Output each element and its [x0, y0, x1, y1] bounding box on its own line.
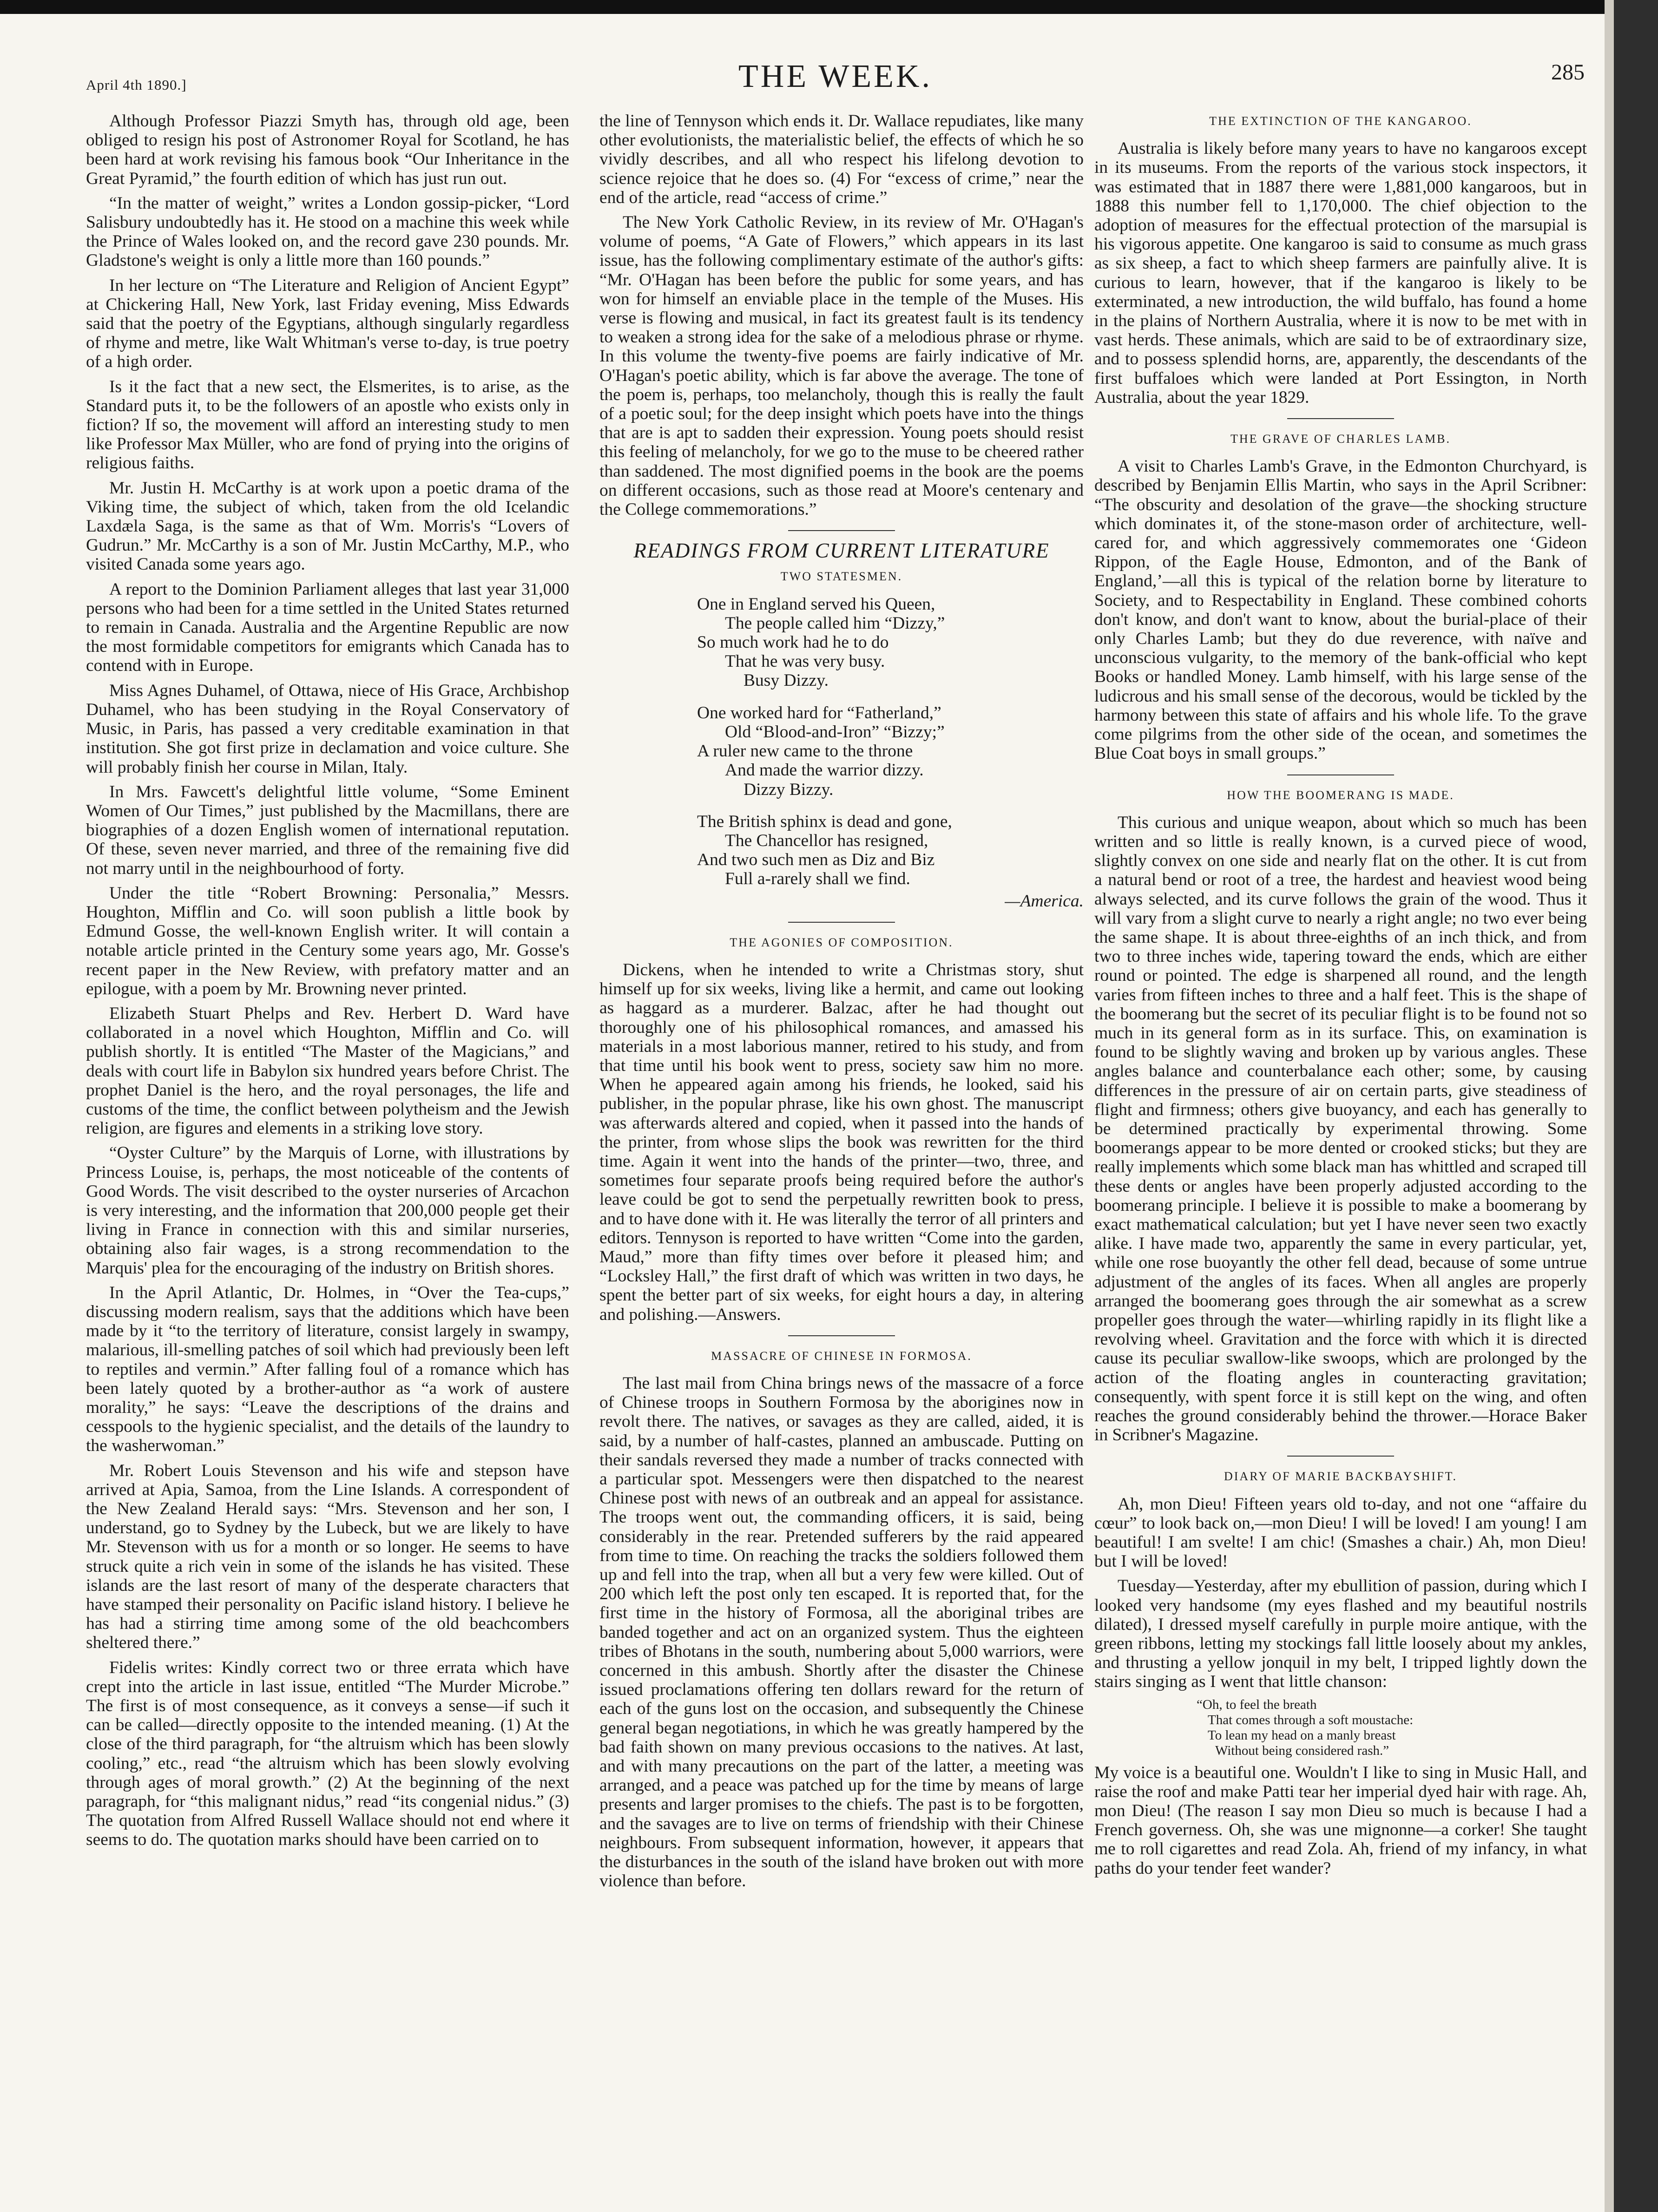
- paragraph: A report to the Dominion Parliament alleges that last year 31,000 persons who had been for a time settled in the United States returned to remain in Canada. Australia and the Argentine Republic are now the most formidable competitors for emigrants which Canada has to contend with in Europe.: [86, 579, 569, 676]
- article-title-lamb: THE GRAVE OF CHARLES LAMB.: [1230, 432, 1451, 446]
- article-title-boomerang: HOW THE BOOMERANG IS MADE.: [1227, 788, 1454, 802]
- paragraph: Although Professor Piazzi Smyth has, through old age, been obliged to resign his post of Astronomer Royal for Scotland, he has been hard at work revising his famous book “Our Inheritance in the Great Pyramid,” the fourth edition of which has just run out.: [86, 112, 569, 188]
- column-left: [86, 112, 569, 1855]
- readings-heading: READINGS FROM CURRENT LITERATURE: [633, 539, 1050, 563]
- paragraph: the line of Tennyson which ends it. Dr. Wallace repudiates, like many other evolutionists, the materialistic belief, the effects of which he so vividly describes, and all who respect his lifelong devotion to science rejoice that he does so. (4) For “excess of crime,” near the end of the article, read “access of crime.”: [599, 112, 1084, 207]
- poem-line: Full a-rarely shall we find.: [725, 869, 910, 889]
- paragraph: Elizabeth Stuart Phelps and Rev. Herbert D. Ward have collaborated in a novel which Houghton, Mifflin and Co. will publish shortly. It is entitled “The Master of the Magicians,” and deals with court life in Babylon six hundred years before Christ. The prophet Daniel is the hero, and the royal personages, the life and customs of the time, the conflict between polytheism and the Jewish religion, are figures and elements in a striking love story.: [86, 1004, 569, 1138]
- article-body-agonies: Dickens, when he intended to write a Christmas story, shut himself up for six weeks, living like a hermit, and came out looking as haggard as a murderer. Balzac, after he had thought out thoroughly one of his philosophical romances, and amassed his materials in a most laborious manner, retired to his study, and from that time until his book went to press, society saw him no more. When he appeared again among his friends, he looked, said his publisher, in the popular phrase, like his own ghost. The manuscript was afterwards altered and copied, when it passed into the hands of the printer, from whose slips the book was rewritten for the third time. Again it went into the hands of the printer—two, three, and sometimes four separate proofs being required before the author's leave could be got to send the perpetually rewritten book to press, and to have done with it. He was literally the terror of all printers and editors. Tennyson is reported to have written “Come into the garden, Maud,” more than fifty times over before it pleased him; and “Locksley Hall,” the first draft of which was written in two days, he spent the better part of six weeks, for eight hours a day, in altering and polishing.—Answers.: [599, 960, 1084, 1324]
- page-gutter-shadow: [1605, 0, 1614, 2212]
- poem-stanza: [697, 703, 1084, 799]
- diary-paragraph: Ah, mon Dieu! Fifteen years old to-day, and not one “affaire du cœur” to look back on,—mon Dieu! I will be loved! I am young! I am beautiful! I am svelte! I am chic! (Smashes a chair.) Ah, mon Dieu! but I will be loved!: [1094, 1494, 1587, 1571]
- scan-right-edge: [1614, 0, 1658, 2212]
- article-title-diary: DIARY OF MARIE BACKBAYSHIFT.: [1224, 1470, 1457, 1483]
- article-title-massacre: MASSACRE OF CHINESE IN FORMOSA.: [711, 1349, 972, 1363]
- paragraph: Mr. Justin H. McCarthy is at work upon a poetic drama of the Viking time, the subject of which, taken from the old Icelandic Laxdæla Saga, is the same as that of Wm. Morris's “Lovers of Gudrun.” Mr. McCarthy is a son of Mr. Justin McCarthy, M.P., who visited Canada some years ago.: [86, 478, 569, 574]
- article-body-massacre: The last mail from China brings news of the massacre of a force of Chinese troops in Southern Formosa by the aborigines now in revolt there. The natives, or savages as they are called, aided, it is said, by a number of half-castes, planned an ambuscade. Putting on their sandals reversed they made a number of tracks connected with a particular spot. Messengers were then dispatched to the nearest Chinese post with news of an outbreak and an appeal for assistance. The troops went out, the commanding officers, it is said, being considerably in the rear. Pretended sufferers by the raid appeared from time to time. On reaching the tracks the soldiers followed them up and fell into the trap, when all but a very few were killed. Out of 200 which left the post only ten escaped. It is reported that, for the first time in the history of Formosa, all the aboriginal tribes are banded together and act on an organized system. Thus the eighteen tribes of Bhotans in the south, numbering about 5,000 warriors, were concerned in this ambush. Shortly after the disaster the Chinese issued proclamations offering ten dollars reward for the return of each of the guns lost on the occasion, and subsequently the Chinese general began negotiations, in which he was greatly hampered by the bad faith shown on many previous occasions to the natives. At last, and with many precautions on the part of the latter, a meeting was arranged, and a peace was patched up for the time by means of large presents and larger promises to the chiefs. The past is to be forgotten, and the savages are to live on terms of friendship with their Chinese neighbours. From subsequent information, however, it appears that the disturbances in the south of the island have broken out with more violence than before.: [599, 1373, 1084, 1891]
- paragraph: Is it the fact that a new sect, the Elsmerites, is to arise, as the Standard puts it, to be the followers of an apostle who exists only in fiction? If so, the movement will afford an interesting study to men like Professor Max Müller, who are fond of prying into the origins of religious faiths.: [86, 377, 569, 473]
- poem-line: One worked hard for “Fatherland,”: [697, 703, 941, 722]
- song-verse: [1197, 1697, 1587, 1759]
- section-rule: [1287, 418, 1394, 419]
- poem-line: Dizzy Bizzy.: [743, 780, 834, 799]
- verse-line: Without being considered rash.”: [1215, 1743, 1389, 1758]
- poem-line: And made the warrior dizzy.: [725, 761, 924, 780]
- poem-line: A ruler new came to the throne: [697, 742, 913, 761]
- verse-line: That comes through a soft moustache:: [1208, 1712, 1414, 1727]
- section-rule: [788, 922, 895, 923]
- article-title-kangaroo: THE EXTINCTION OF THE KANGAROO.: [1209, 114, 1472, 128]
- paragraph: In her lecture on “The Literature and Religion of Ancient Egypt” at Chickering Hall, New York, last Friday evening, Miss Edwards said that the poetry of the Egyptians, although singularly regardless of rhyme and metre, like Walt Whitman's verse to-day, is true poetry of a high order.: [86, 276, 569, 372]
- paragraph: The New York Catholic Review, in its review of Mr. O'Hagan's volume of poems, “A Gate of Flowers,” which appears in its last issue, has the following complimentary estimate of the author's gifts: “Mr. O'Hagan has been before the public for some years, and has won for himself an enviable place in the temple of the Muses. His verse is flowing and musical, in fact its greatest fault is its tendency to weaken a strong idea for the sake of a melodious phrase or rhyme. In this volume the twenty-five poems are fairly indicative of Mr. O'Hagan's poetic ability, which is far above the average. The tone of the poem is, perhaps, too melancholy, though this is really the fault of a poetic soul; for the deep insight which poets have into the things that are is apt to sadden their expression. Young poets should resist this feeling of melancholy, for we go to the muse to be cheered rather than saddened. The most dignified poems in the book are the poems on different occasions, such as those read at Moore's centenary and the College commemorations.”: [599, 213, 1084, 519]
- poem-line: That he was very busy.: [725, 652, 885, 671]
- poem-line: The Chancellor has resigned,: [725, 831, 928, 850]
- section-rule: [788, 1335, 895, 1336]
- poem-line: So much work had he to do: [697, 633, 889, 652]
- diary-paragraph: Tuesday—Yesterday, after my ebullition of passion, during which I looked very handsome (my eyes flashed and my beautiful nostrils dilated), I dressed myself carefully in purple moire antique, with the green ribbons, letting my stockings fall little loosely about my ankles, and thrusting a yellow jonquil in my belt, I tripped lightly down the stairs singing as I went that little chanson:: [1094, 1576, 1587, 1692]
- poem-stanza: [697, 595, 1084, 690]
- page-number: 285: [1551, 60, 1585, 85]
- paragraph: Under the title “Robert Browning: Personalia,” Messrs. Houghton, Mifflin and Co. will soon publish a little book by Edmund Gosse, the well-known English writer. It will contain a notable article printed in the Century some years ago, Mr. Gosse's recent paper in the New Review, with prefatory matter and an epilogue, with a poem by Mr. Browning never printed.: [86, 883, 569, 998]
- newspaper-title: THE WEEK.: [738, 59, 932, 94]
- paragraph: Fidelis writes: Kindly correct two or three errata which have crept into the article in last issue, entitled “The Murder Microbe.” The first is of most consequence, as it conveys a sense—if such it can be called—directly opposite to the intended meaning. (1) At the close of the third paragraph, for “the altruism which has been slowly cooling,” etc., read “the altruism which has been slowly evolving through ages of moral growth.” (2) At the beginning of the next paragraph, for “this malignant nidus,” read “its congenial nidus.” (3) The quotation from Alfred Russell Wallace should not end where it seems to do. The quotation marks should have been carried on to: [86, 1658, 569, 1850]
- poem-line: And two such men as Diz and Biz: [697, 850, 935, 870]
- article-title-agonies: THE AGONIES OF COMPOSITION.: [730, 935, 954, 949]
- paragraph: Mr. Robert Louis Stevenson and his wife and stepson have arrived at Apia, Samoa, from the Line Islands. A correspondent of the New Zealand Herald says: “Mrs. Stevenson and her son, I understand, go to Sydney by the Lubeck, but we are likely to have Mr. Stevenson with us for a month or so longer. He seems to have struck quite a rich vein in some of the islands he has visited. These islands are the last resort of many of the desperate characters that have stamped their personality on Pacific island history. I believe he has had a stirring time among some of the old beachcombers sheltered there.”: [86, 1461, 569, 1653]
- masthead: [86, 51, 1585, 102]
- article-body-kangaroo: Australia is likely before many years to have no kangaroos except in its museums. From the reports of the various stock inspectors, it was estimated that in 1887 there were 1,881,000 kangaroos, but in 1888 this number fell to 1,170,000. The chief objection to the adoption of measures for the effectual protection of the marsupial is his vigorous appetite. One kangaroo is said to consume as much grass as six sheep, a fact to which sheep farmers are painfully alive. It is curious to learn, however, that if the kangaroo is likely to be exterminated, a new introduction, the wild buffalo, has found a home in the plains of Northern Australia, where it is now to be met with in vast herds. These animals, which are said to be of extraordinary size, and to possess splendid horns, are, apparently, the descendants of the first buffaloes which were landed at Port Essington, in North Australia, about the year 1829.: [1094, 139, 1587, 407]
- verse-line: “Oh, to feel the breath: [1197, 1697, 1317, 1712]
- paragraph: “In the matter of weight,” writes a London gossip-picker, “Lord Salisbury undoubtedly has it. He stood on a machine this week while the Prince of Wales looked on, and the record gave 230 pounds. Mr. Gladstone's weight is only a little more than 160 pounds.”: [86, 193, 569, 270]
- scan-top-edge: [0, 0, 1658, 14]
- paragraph: In the April Atlantic, Dr. Holmes, in “Over the Tea-cups,” discussing modern realism, says that the additions which have been made by it “to the territory of literature, consist largely in swampy, malarious, ill-smelling patches of soil which had previously been left to reptiles and vermin.” After falling foul of a romance which has been lately quoted by a brother-author as “a work of austere morality,” he says: “Leave the descriptions of the drains and cesspools to the hygienic specialist, and the details of the laundry to the washerwoman.”: [86, 1283, 569, 1456]
- paragraph: Miss Agnes Duhamel, of Ottawa, niece of His Grace, Archbishop Duhamel, who has been studying in the Royal Conservatory of Music, in Paris, has passed a very creditable examination in that institution. She got first prize in declamation and voice culture. She will probably finish her course in Milan, Italy.: [86, 681, 569, 777]
- poem-stanza: [697, 812, 1084, 889]
- poem-line: The British sphinx is dead and gone,: [697, 812, 952, 831]
- paragraph: “Oyster Culture” by the Marquis of Lorne, with illustrations by Princess Louise, is, perhaps, the most noticeable of the contents of Good Words. The visit described to the oyster nurseries of Arcachon is very interesting, and the information that 200,000 people get their living in France in connection with this and similar nurseries, obtaining also fair wages, is a strong recommendation to the Marquis' plea for the encouraging of the industry on British shores.: [86, 1143, 569, 1278]
- poem-line: The people called him “Dizzy,”: [725, 613, 945, 633]
- verse-line: To lean my head on a manly breast: [1208, 1727, 1396, 1743]
- poem-line: One in England served his Queen,: [697, 594, 935, 614]
- poem-two-statesmen: [697, 595, 1084, 889]
- column-right: [1094, 112, 1587, 1884]
- article-body-lamb: A visit to Charles Lamb's Grave, in the Edmonton Churchyard, is described by Benjamin Ellis Martin, who says in the April Scribner: “The obscurity and desolation of the grave—the shocking structure which dominates it, of the stone-mason order of architecture, well-cared for, and which aggressively commemorates one ‘Gideon Rippon, of the Eagle House, Edmonton, and of the Bank of England,’—all this is typical of the relation borne by literature to Society, and to Respectability in England. These combined cohorts don't know, and don't want to know, about the burial-place of their only Charles Lamb; but they do due reverence, with naïve and unconscious vulgarity, to the memory of the bank-official who kept Books or handled Money. Lamb himself, with his large sense of the ludicrous and his small sense of the decorous, would be tickled by the harmony between this state of affairs and his whole life. To the grave come pilgrims from the other side of the ocean, and sometimes the Blue Coat boys in small groups.”: [1094, 457, 1587, 763]
- issue-date: April 4th 1890.]: [86, 77, 187, 93]
- diary-paragraph: My voice is a beautiful one. Wouldn't I like to sing in Music Hall, and raise the roof and make Patti tear her imperial dyed hair with rage. Ah, mon Dieu! (The reason I say mon Dieu so much is because I had a French governess. Oh, she was une mignonne—a corker! She taught me to roll cigarettes and read Zola. Ah, friend of my infancy, in what paths do your tender feet wander?: [1094, 1763, 1587, 1878]
- article-title-two-statesmen: TWO STATESMEN.: [780, 570, 903, 584]
- poem-line: Busy Dizzy.: [743, 671, 829, 690]
- poem-attribution: —America.: [1005, 891, 1084, 911]
- section-rule: [788, 530, 895, 531]
- poem-line: Old “Blood-and-Iron” “Bizzy;”: [725, 722, 945, 742]
- article-body-boomerang: This curious and unique weapon, about which so much has been written and so little is really known, is a curved piece of wood, slightly convex on one side and nearly flat on the other. It is cut from a natural bend or root of a tree, the hardest and heaviest wood being always selected, and its curve follows the grain of the wood. Thus it will vary from a slight curve to nearly a right angle; no two ever being the same shape. It is about three-eighths of an inch thick, and from two to three inches wide, tapering toward the ends, which are either round or pointed. The edge is sharpened all round, and the length varies from fifteen inches to three and a half feet. This is the shape of the boomerang but the secret of its peculiar flight is to be found not so much in its general form as in its surface. This, on examination is found to be slightly waving and broken up by various angles. These angles balance and counterbalance each other; some, by causing differences in the pressure of air on certain parts, give steadiness of flight and firmness; others give buoyancy, and each has generally to be determined practically by experimental throwing. Some boomerangs appear to be more dented or crooked sticks; but they are really implements which some black man has whittled and scraped till these dents or angles have been properly adjusted according to the boomerang principle. I believe it is possible to make a boomerang by exact mathematical calculation; but yet I have never seen two exactly alike. I have made two, apparently the same in every particular, yet, while one rose buoyantly the other fell dead, because of some untrue adjustment of the angles of its faces. When all angles are properly arranged the boomerang goes through the air somewhat as a screw propeller goes through the water—whirling rapidly in its flight like a revolving wheel. Gravitation and the force with which it is directed cause its peculiar swallow-like swoops, which are prolonged by the action of the floating angles in counteracting gravitation; consequently, with spent force it is still kept on the wing, and often reaches the ground considerably behind the thrower.—Horace Baker in Scribner's Magazine.: [1094, 813, 1587, 1445]
- paragraph: In Mrs. Fawcett's delightful little volume, “Some Eminent Women of Our Times,” just published by the Macmillans, there are biographies of a dozen English women of international reputation. Of these, seven never married, and three of the remaining five did not marry until in the neighbourhood of forty.: [86, 782, 569, 878]
- column-middle: [599, 112, 1084, 1896]
- section-rule: [1287, 1456, 1394, 1457]
